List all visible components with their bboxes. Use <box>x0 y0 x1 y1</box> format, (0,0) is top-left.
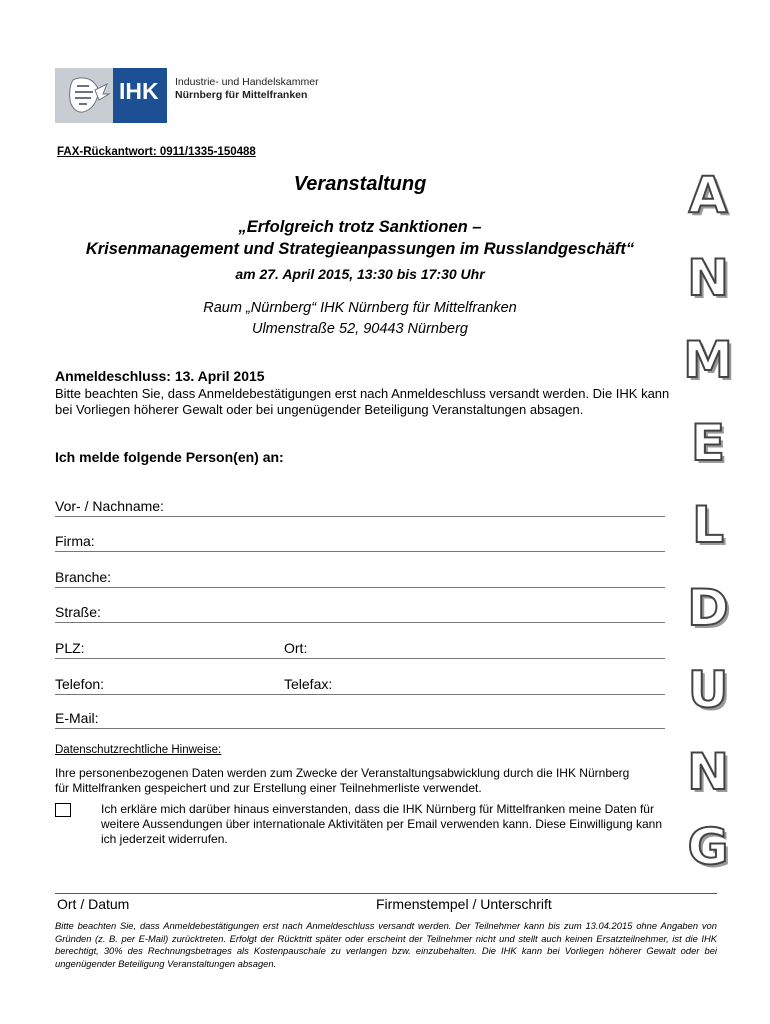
email-field[interactable] <box>55 728 665 729</box>
vertical-letter: M <box>683 331 733 389</box>
place-date-label: Ort / Datum <box>57 896 130 912</box>
street-field-label: Straße: <box>55 604 101 620</box>
phone-field-label: Telefon: <box>55 676 105 692</box>
deadline-label: Anmeldeschluss <box>55 368 167 384</box>
consent-checkbox[interactable] <box>55 803 71 817</box>
privacy-text: Ihre personenbezogenen Daten werden zum Zwecke der Veranstaltungsabwicklung durch die IHK Nürnberg für Mittelfranken gespeichert und zur Erstellung einer Teilnehmerliste verwendet. <box>55 766 630 795</box>
registration-deadline <box>55 368 265 384</box>
org-name-line2: Nürnberg für Mittelfranken <box>175 89 308 101</box>
vertical-letter: E <box>690 414 726 472</box>
industry-field[interactable] <box>55 587 665 588</box>
city-field-label: Ort: <box>284 640 308 656</box>
fax-field-label: Telefax: <box>284 676 333 692</box>
stamp-signature-label: Firmenstempel / Unterschrift <box>376 896 552 912</box>
privacy-heading: Datenschutzrechtliche Hinweise: <box>55 744 222 756</box>
deadline-note: Bitte beachten Sie, dass Anmeldebestätigungen erst nach Anmeldeschluss versandt werden. Die IHK kann bei Vorliegen höherer Gewalt oder bei ungenügender Beteiligung Veranstaltungen absagen. <box>55 386 670 417</box>
vertical-letter: L <box>692 496 724 554</box>
event-room: Raum „Nürnberg“ IHK Nürnberg für Mittelfranken <box>203 300 517 316</box>
event-address: Ulmenstraße 52, 90443 Nürnberg <box>251 321 468 337</box>
vertical-letter: A <box>688 166 728 224</box>
company-field[interactable] <box>55 551 665 552</box>
org-name-line1: Industrie- und Handelskammer <box>175 76 319 88</box>
industry-field-label: Branche: <box>55 569 112 585</box>
event-date: am 27. April 2015, 13:30 bis 17:30 Uhr <box>235 266 485 282</box>
event-subtitle-line1: „Erfolgreich trotz Sanktionen – <box>238 218 482 236</box>
consent-text: Ich erkläre mich darüber hinaus einverstanden, dass die IHK Nürnberg für Mittelfranken meine Daten für weitere Aussendungen über internationale Aktivitäten per Email verwenden kann. Diese Einwilligung kann ich jederzeit widerrufen. <box>101 802 663 846</box>
name-field-label: Vor- / Nachname: <box>55 498 164 514</box>
phone-fax-field[interactable] <box>55 694 665 695</box>
vertical-letter: N <box>687 249 729 307</box>
ihk-brand-text: IHK <box>119 78 159 104</box>
deadline-value: : 13. April 2015 <box>166 368 265 384</box>
page-title: Veranstaltung <box>293 173 427 195</box>
ihk-logo <box>55 68 317 123</box>
name-field[interactable] <box>55 516 665 517</box>
registration-heading: Ich melde folgende Person(en) an: <box>55 449 284 465</box>
vertical-letter: D <box>687 579 729 637</box>
fine-print: Bitte beachten Sie, dass Anmeldebestätigungen erst nach Anmeldeschluss versandt werden. Der Teilnehmer kann bis zum 13.04.2015 ohne Angaben von Gründen (z. B. per E-Mail) zurücktreten. Erfolgt der Rücktritt später oder erscheint der Teilnehmer nicht und stellt auch keinen Ersatzteilnehmer, ist die IHK berechtigt, 30% des Rechnungsbetrages als Kostenpauschale zu verlangen bzw. einzubehalten. Die IHK kann bei Vorliegen höherer Gewalt oder bei ungenügender Beteiligung Veranstaltungen absagen. <box>55 920 717 969</box>
event-subtitle-line2: Krisenmanagement und Strategieanpassungen im Russlandgeschäft“ <box>85 240 635 258</box>
email-field-label: E-Mail: <box>55 710 99 726</box>
signature-line[interactable] <box>55 893 717 894</box>
vertical-letter: G <box>687 818 729 876</box>
zip-field-label: PLZ: <box>55 640 85 656</box>
vertical-letter: N <box>687 743 729 801</box>
fax-reply-number: FAX-Rückantwort: 0911/1335-150488 <box>57 146 256 158</box>
vertical-letter: U <box>687 661 729 719</box>
zip-city-field[interactable] <box>55 658 665 659</box>
eagle-seal-icon <box>55 68 115 123</box>
street-field[interactable] <box>55 622 665 623</box>
company-field-label: Firma: <box>55 533 95 549</box>
